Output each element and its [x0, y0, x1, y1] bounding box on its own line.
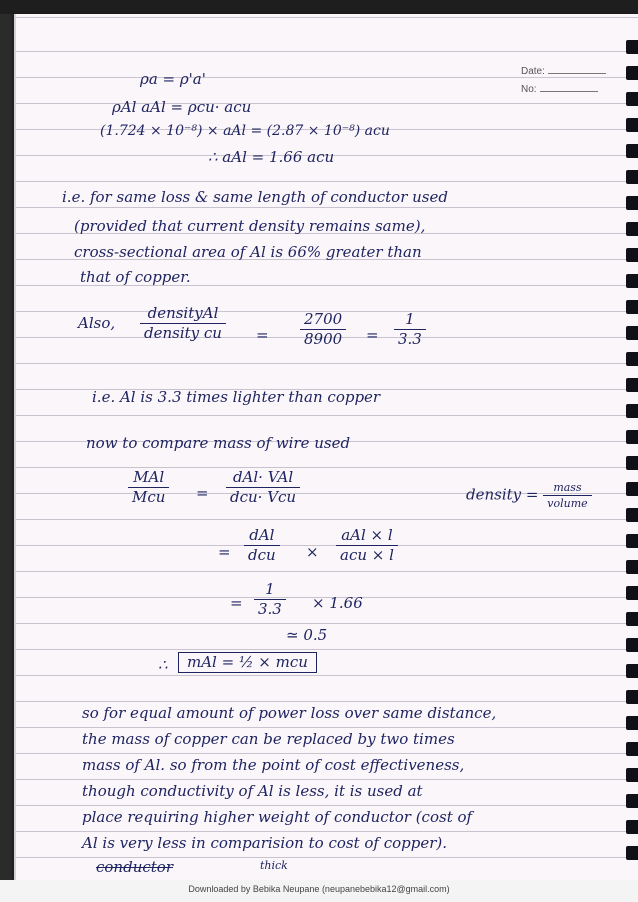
paragraph-1-line-3: cross-sectional area of Al is 66% greater than — [74, 243, 422, 261]
conclusion-line-4: though conductivity of Al is less, it is used at — [82, 782, 423, 800]
binding-tab — [626, 196, 638, 210]
download-footer: Downloaded by Bebika Neupane (neupanebebika12@gmail.com) — [188, 884, 450, 894]
equals-sign: = — [366, 326, 379, 344]
binding-tab — [626, 118, 638, 132]
ratio-fraction: $\frac{1}{3.3}$ — [254, 582, 286, 617]
approx-result: ≃ 0.5 — [286, 626, 328, 644]
number-field: No: — [521, 84, 606, 102]
boxed-result: mAl = ½ × mcu — [178, 652, 317, 673]
binding-tab — [626, 92, 638, 106]
compare-mass-heading: now to compare mass of wire used — [86, 434, 351, 452]
binding-tab — [626, 144, 638, 158]
binding-tab — [626, 846, 638, 860]
binding-tab — [626, 222, 638, 236]
density-fraction: $\frac{\text{dAl}}{\text{dcu}}$ — [244, 528, 280, 563]
binding-tab — [626, 508, 638, 522]
binding-tab — [626, 430, 638, 444]
equation-line-2: ρAl aAl = ρcu· acu — [112, 98, 252, 116]
paragraph-1-line-4: that of copper. — [80, 268, 191, 286]
binding-tab — [626, 66, 638, 80]
binding-tab — [626, 248, 638, 262]
also-label: Also, — [78, 314, 116, 332]
density-volume-ratio: $\frac{\text{dAl· VAl}}{\text{dcu· Vcu}}$ — [226, 470, 300, 505]
date-number-header — [521, 66, 606, 102]
area-fraction: $\frac{\text{aAl × l}}{\text{acu × l}}$ — [336, 528, 398, 563]
conclusion-line-3: mass of Al. so from the point of cost effectiveness, — [82, 756, 465, 774]
conclusion-line-1: so for equal amount of power loss over same distance, — [82, 704, 497, 722]
thick-annotation: thick — [260, 859, 288, 872]
equation-line-3: (1.724 × 10⁻⁸) × aAl = (2.87 × 10⁻⁸) acu — [100, 123, 390, 139]
therefore-symbol: ∴ — [158, 656, 168, 674]
binding-tab — [626, 716, 638, 730]
multiply-value: × 1.66 — [312, 594, 363, 612]
mass-ratio: $\frac{\text{MAl}}{\text{Mcu}}$ — [128, 470, 169, 505]
binding-tab — [626, 664, 638, 678]
binding-tab — [626, 586, 638, 600]
density-ratio: $\frac{\text{densityAl}}{\text{density cu}}$ — [140, 306, 226, 341]
binding-tab — [626, 534, 638, 548]
equals-sign: = — [256, 326, 269, 344]
conclusion-line-6: Al is very less in comparision to cost of copper). — [82, 834, 448, 852]
binding-tab — [626, 690, 638, 704]
binding-tab — [626, 482, 638, 496]
binding-tab — [626, 404, 638, 418]
lighter-statement: i.e. Al is 3.3 times lighter than copper — [92, 388, 381, 406]
top-background-strip — [0, 0, 638, 14]
binding-tab — [626, 638, 638, 652]
binding-tab — [626, 794, 638, 808]
binding-tab — [626, 456, 638, 470]
equals-sign: = — [196, 484, 209, 502]
binding-tab — [626, 742, 638, 756]
binding-tab — [626, 560, 638, 574]
multiply-sign: × — [306, 543, 319, 561]
equals-sign: = — [218, 543, 231, 561]
binding-tab — [626, 274, 638, 288]
density-values: $\frac{2700}{8900}$ — [300, 312, 346, 347]
binding-tab — [626, 378, 638, 392]
conclusion-line-5: place requiring higher weight of conductor (cost of — [82, 808, 473, 826]
binding-tab — [626, 170, 638, 184]
conclusion-line-2: the mass of copper can be replaced by two times — [82, 730, 455, 748]
density-definition: density = $\frac{\text{mass}}{\text{volume}}$ — [466, 482, 592, 509]
binding-tab — [626, 40, 638, 54]
equation-line-4: ∴ aAl = 1.66 acu — [208, 148, 335, 166]
binding-tab — [626, 326, 638, 340]
binding-tab — [626, 768, 638, 782]
struck-word: conductor — [96, 858, 173, 876]
density-simplified: $\frac{1}{3.3}$ — [394, 312, 426, 347]
binding-tab — [626, 820, 638, 834]
date-field: Date: — [521, 66, 606, 84]
equation-line-1: ρa = ρ'a' — [140, 70, 206, 88]
binding-tab — [626, 352, 638, 366]
paragraph-1-line-2: (provided that current density remains same), — [74, 217, 426, 235]
binding-tab — [626, 300, 638, 314]
paragraph-1-line-1: i.e. for same loss & same length of conductor used — [62, 188, 448, 206]
equals-sign: = — [230, 594, 243, 612]
binding-tab — [626, 612, 638, 626]
